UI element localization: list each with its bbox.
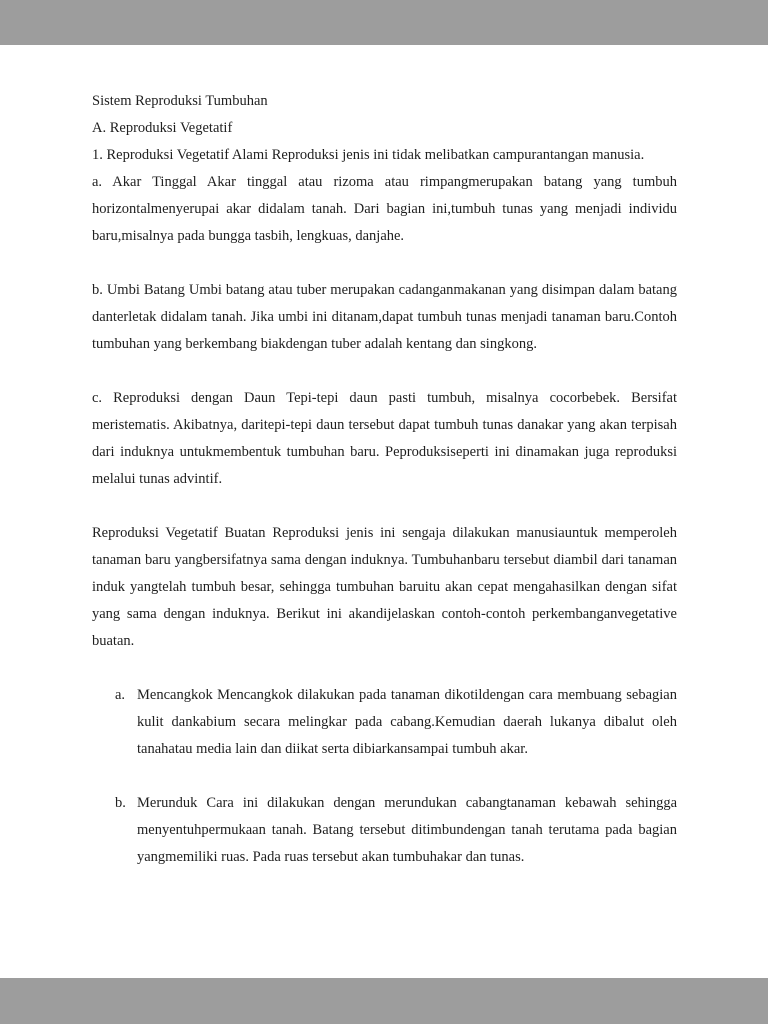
list-marker: a. [115,687,126,703]
document-text [0,45,768,871]
list-item-text: Mencangkok Mencangkok dilakukan pada tanaman dikotildengan cara membuang sebagian kulit dankabium secara melingkar pada cabang.Kemudian daerah lukanya dibalut oleh tanahatau media lain dan diikat serta dibiarkansampai tumbuh akar. [137,687,677,757]
list-item-text: Merunduk Cara ini dilakukan dengan merundukan cabangtanaman kebawah sehingga menyentuhpermukaan tanah. Batang tersebut ditimbundengan tanah terutama pada bagian yangmemiliki ruas. Pada ruas tersebut akan tumbuhakar dan tunas. [137,795,677,865]
section-heading: A. Reproduksi Vegetatif [92,120,233,136]
document-page [0,45,768,978]
paragraph-vegetatif-buatan: Reproduksi Vegetatif Buatan Reproduksi jenis ini sengaja dilakukan manusiauntuk memperoleh tanaman baru yangbersifatnya sama dengan induknya. Tumbuhanbaru tersebut diambil dari tanaman induk yangtelah tumbuh besar, sehingga tumbuhan baruitu akan cepat mengahasilkan dengan sifat yang sama dengan induknya. Berikut ini akandijelaskan contoh-contoh perkembanganvegetative buatan. [92,525,677,649]
paragraph-akar-tinggal: a. Akar Tinggal Akar tinggal atau rizoma atau rimpangmerupakan batang yang tumbuh horizontalmenyerupai akar didalam tanah. Dari bagian ini,tumbuh tunas yang menjadi individu baru,misalnya pada bungga tasbih, lengkuas, danjahe. [92,174,677,244]
list-item-mencangkok [92,682,677,763]
list-item-merunduk [92,790,677,871]
subsection-heading: 1. Reproduksi Vegetatif Alami Reproduksi jenis ini tidak melibatkan campurantangan manusia. [92,147,645,163]
paragraph-umbi-batang: b. Umbi Batang Umbi batang atau tuber merupakan cadanganmakanan yang disimpan dalam batang danterletak didalam tanah. Jika umbi ini ditanam,dapat tumbuh tunas menjadi tanaman baru.Contoh tumbuhan yang berkembang biakdengan tuber adalah kentang dan singkong. [92,282,677,352]
document-title: Sistem Reproduksi Tumbuhan [92,93,268,109]
list-marker: b. [115,795,126,811]
paragraph-reproduksi-daun: c. Reproduksi dengan Daun Tepi-tepi daun pasti tumbuh, misalnya cocorbebek. Bersifat meristematis. Akibatnya, daritepi-tepi daun tersebut dapat tumbuh tunas danakar yang akan terpisah dari induknya untukmembentuk tumbuhan baru. Peproduksiseperti ini dinamakan juga reproduksi melalui tunas advintif. [92,390,677,487]
